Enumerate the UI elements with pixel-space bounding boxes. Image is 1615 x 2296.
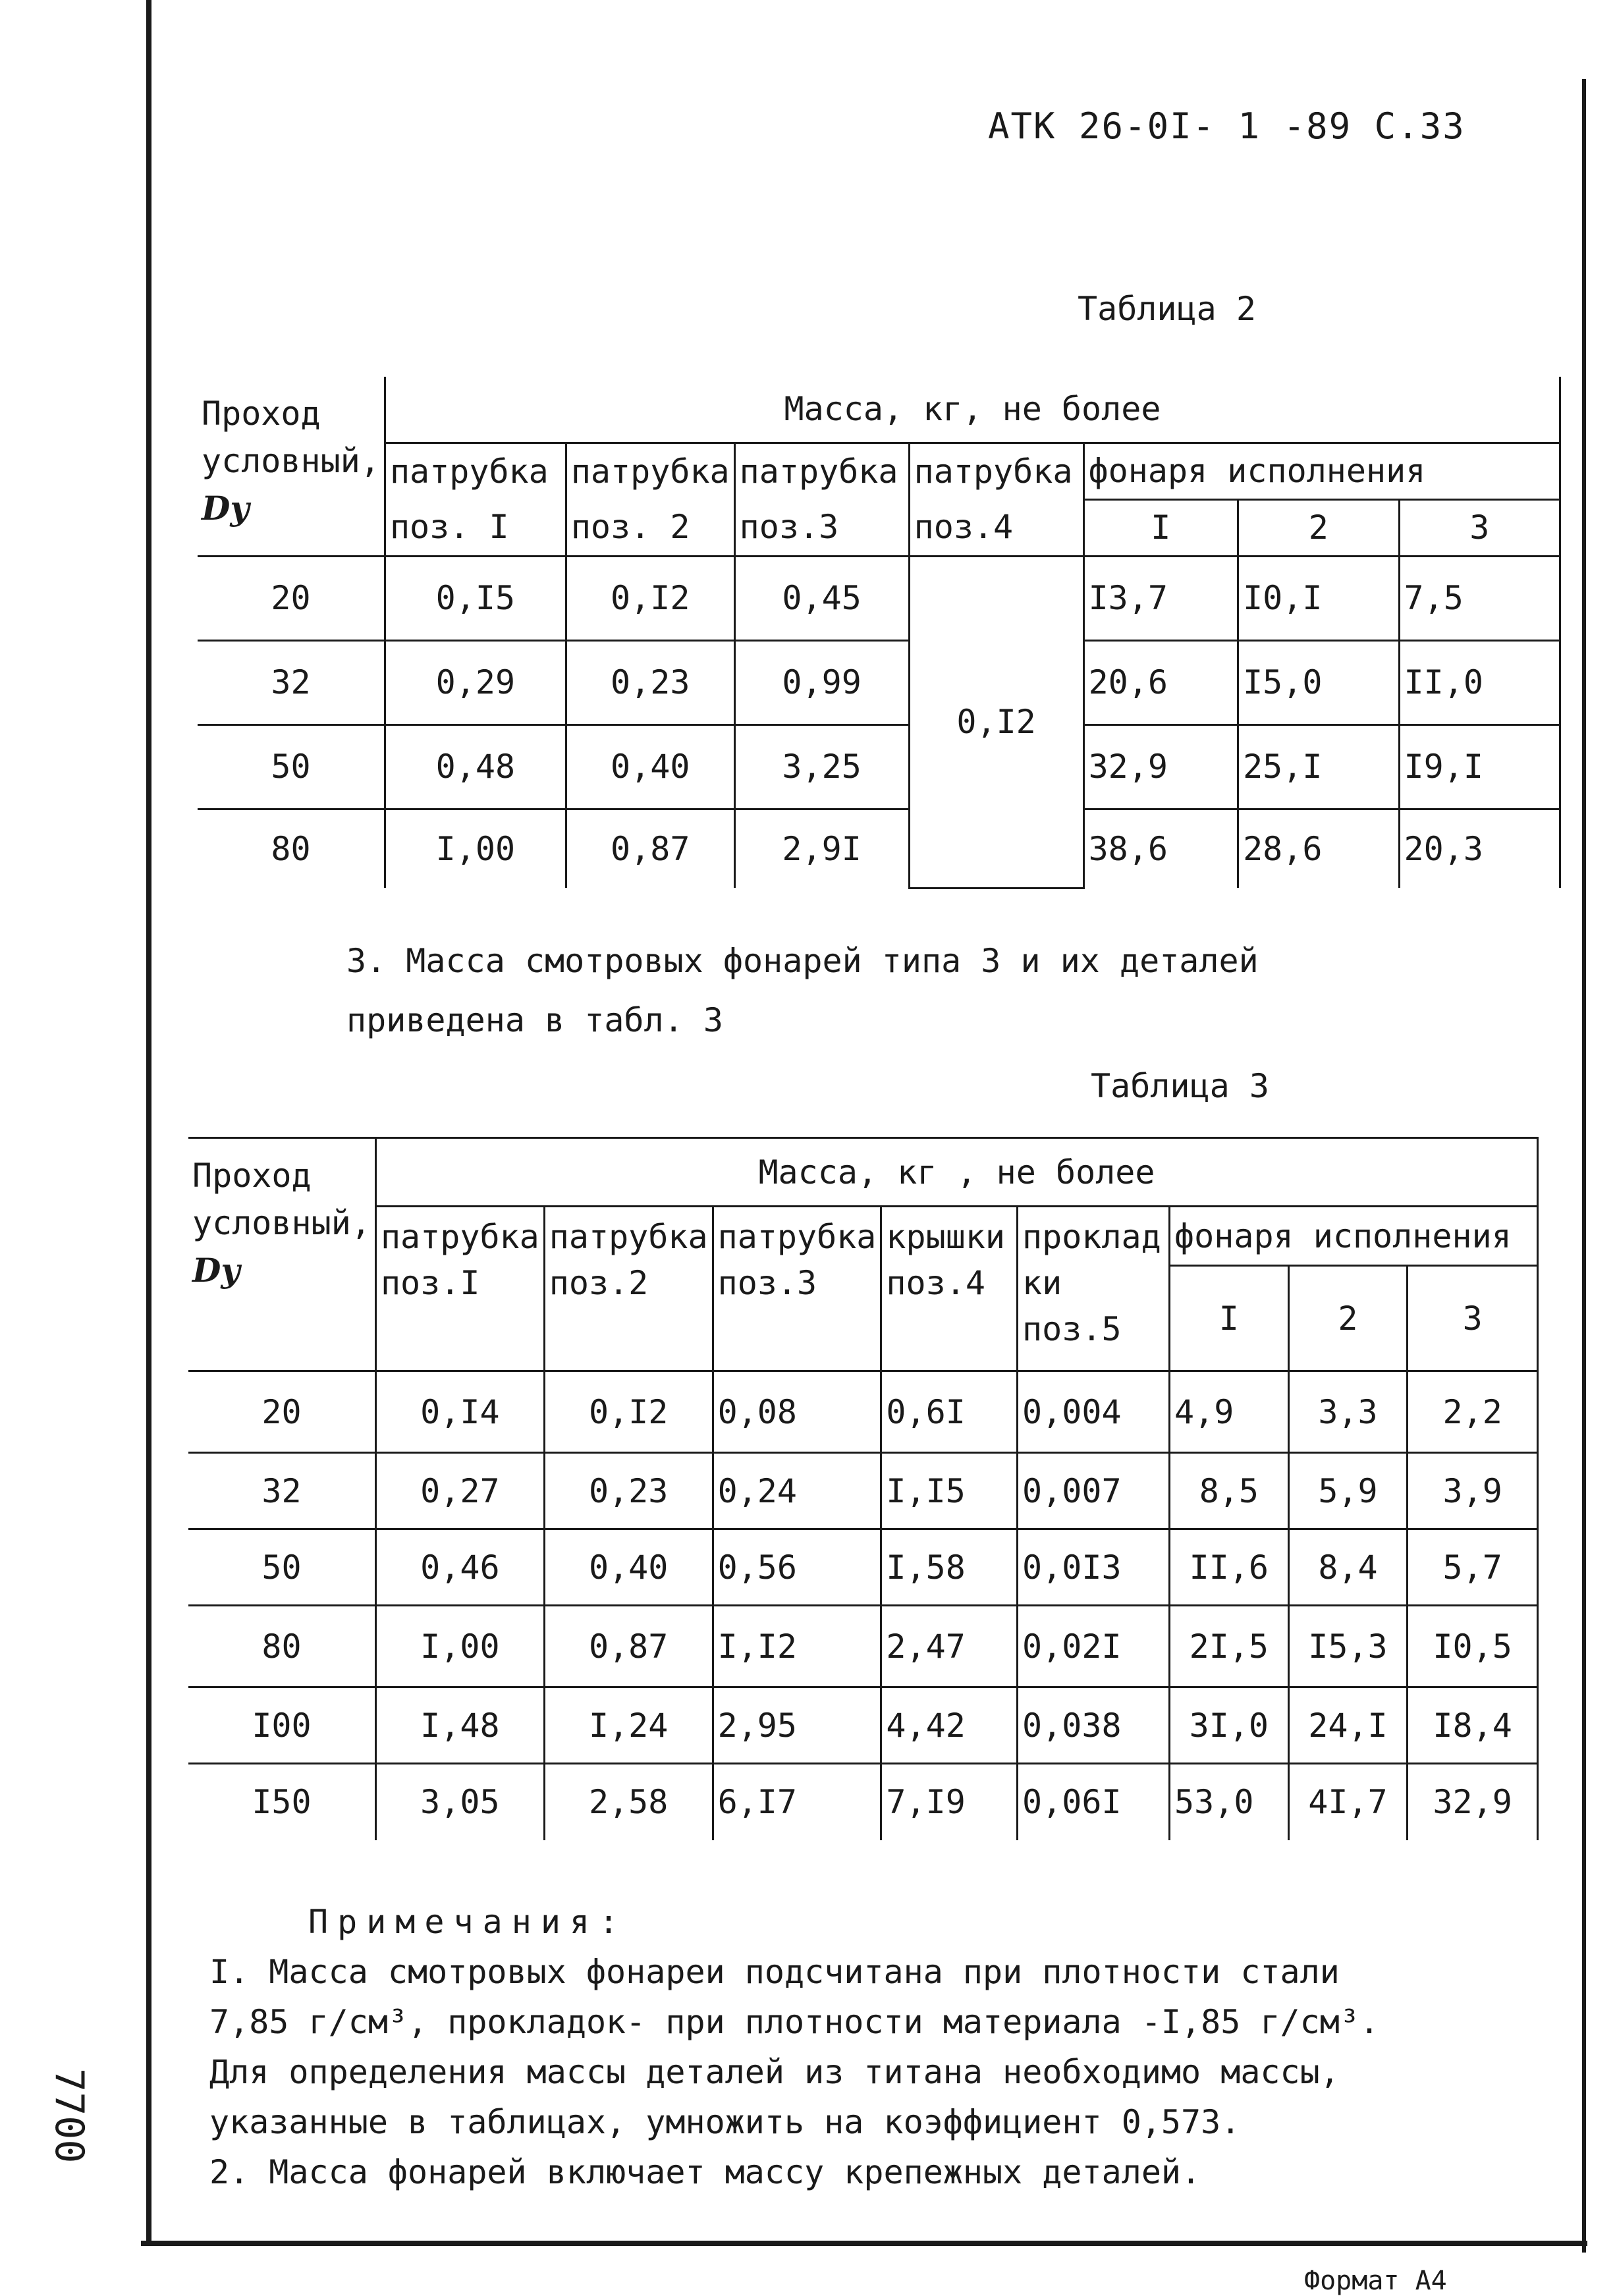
passage-label-line1: Проход [202, 395, 321, 433]
cell-dy: 20 [198, 556, 385, 640]
cell-p2: 0,40 [544, 1529, 713, 1606]
cell-p2: 0,23 [566, 640, 734, 724]
cell-pr: 0,038 [1018, 1687, 1170, 1764]
cell-f3: I0,5 [1408, 1606, 1538, 1687]
cell-p1: 0,48 [385, 724, 566, 809]
cell-pr: 0,06I [1018, 1764, 1170, 1840]
passage-header [188, 1138, 375, 1371]
col-group-p2 [566, 443, 734, 556]
table-row [188, 1687, 1538, 1764]
cell-dy: 50 [188, 1529, 375, 1606]
col-p2-top: патрубка [570, 452, 730, 491]
table2-caption: Таблица 2 [1078, 290, 1256, 328]
table-row [188, 1764, 1538, 1840]
lamp-col-1: I [1083, 499, 1238, 556]
lamp-col-2: 2 [1238, 499, 1399, 556]
cell-p1: I,48 [375, 1687, 544, 1764]
col-p3-bottom: поз.3 [739, 508, 839, 546]
cell-p2: 0,I2 [566, 556, 734, 640]
table-2 [198, 377, 1561, 889]
col-p2-top: патрубка [549, 1218, 708, 1256]
mass-header: Масса, кг, не более [385, 377, 1560, 443]
col-p2-bottom: поз. 2 [570, 508, 690, 546]
cell-p3: 0,08 [713, 1371, 881, 1453]
col-group-p2 [544, 1207, 713, 1371]
col-group-pr [1018, 1207, 1170, 1371]
table-3 [188, 1137, 1539, 1840]
lamp-header: фонаря исполнения [1170, 1207, 1538, 1266]
cell-f2: 5,9 [1288, 1453, 1408, 1529]
col-p1-bottom: поз. I [389, 508, 509, 546]
cell-p3: 2,95 [713, 1687, 881, 1764]
cell-f1: 2I,5 [1170, 1606, 1289, 1687]
cell-kr: I,I5 [881, 1453, 1018, 1529]
cell-p2: 0,23 [544, 1453, 713, 1529]
col-p1-top: патрубка [389, 452, 549, 491]
cell-p2: 2,58 [544, 1764, 713, 1840]
cell-f2: 4I,7 [1288, 1764, 1408, 1840]
notes-block [209, 1897, 1379, 2197]
cell-f3: I8,4 [1408, 1687, 1538, 1764]
table-row [188, 1529, 1538, 1606]
cell-p1: 3,05 [375, 1764, 544, 1840]
col-pr-bottom: поз.5 [1022, 1310, 1122, 1348]
cell-f3: II,0 [1399, 640, 1560, 724]
cell-f1: 53,0 [1170, 1764, 1289, 1840]
col-p1-bottom: поз.I [380, 1264, 480, 1302]
cell-p3: 0,99 [734, 640, 909, 724]
cell-p1: 0,29 [385, 640, 566, 724]
cell-f1: 32,9 [1083, 724, 1238, 809]
table-row [198, 724, 1560, 809]
cell-p1: 0,46 [375, 1529, 544, 1606]
col-kr-bottom: поз.4 [886, 1264, 985, 1302]
col-group-p3 [713, 1207, 881, 1371]
notes-title: Примечания: [308, 1903, 628, 1941]
cell-f1: 38,6 [1083, 809, 1238, 888]
cell-p1: 0,I4 [375, 1371, 544, 1453]
notes-line: указанные в таблицах, умножить на коэффициент 0,573. [209, 2103, 1241, 2141]
lamp-col-2: 2 [1288, 1266, 1408, 1371]
cell-pr: 0,007 [1018, 1453, 1170, 1529]
cell-f3: 2,2 [1408, 1371, 1538, 1453]
cell-f3: 5,7 [1408, 1529, 1538, 1606]
col-p3-top: патрубка [717, 1218, 877, 1256]
cell-p1: I,00 [385, 809, 566, 888]
cell-p2: 0,87 [544, 1606, 713, 1687]
notes-line: Для определения массы деталей из титана необходимо массы, [209, 2053, 1340, 2091]
lamp-col-1: I [1170, 1266, 1289, 1371]
format-label: Формат А4 [1304, 2266, 1447, 2296]
cell-f1: 3I,0 [1170, 1687, 1289, 1764]
cell-f3: 3,9 [1408, 1453, 1538, 1529]
cell-f2: 3,3 [1288, 1371, 1408, 1453]
lamp-header: фонаря исполнения [1083, 443, 1560, 499]
table-row [188, 1453, 1538, 1529]
frame-right-border [1582, 79, 1586, 2253]
col-p2-bottom: поз.2 [549, 1264, 649, 1302]
passage-label-dy: Dу [192, 1251, 241, 1290]
col-pr-top: проклад [1022, 1218, 1161, 1256]
cell-dy: 80 [198, 809, 385, 888]
cell-f3: I9,I [1399, 724, 1560, 809]
cell-pr: 0,0I3 [1018, 1529, 1170, 1606]
cell-kr: I,58 [881, 1529, 1018, 1606]
cell-dy: 50 [198, 724, 385, 809]
cell-f2: 25,I [1238, 724, 1399, 809]
passage-header [198, 377, 385, 556]
cell-dy: 32 [188, 1453, 375, 1529]
cell-f1: II,6 [1170, 1529, 1289, 1606]
cell-f2: I5,3 [1288, 1606, 1408, 1687]
cell-f1: 20,6 [1083, 640, 1238, 724]
notes-line: 2. Масса фонарей включает массу крепежных деталей. [209, 2153, 1201, 2191]
document-header: АТК 26-0I- 1 -89 С.33 [988, 105, 1465, 147]
table-row [198, 556, 1560, 640]
cell-f1: 4,9 [1170, 1371, 1289, 1453]
cell-f2: 8,4 [1288, 1529, 1408, 1606]
cell-dy: I00 [188, 1687, 375, 1764]
col-group-p1 [385, 443, 566, 556]
col-group-p4 [909, 443, 1083, 556]
col-group-p3 [734, 443, 909, 556]
table-row [188, 1606, 1538, 1687]
cell-kr: 2,47 [881, 1606, 1018, 1687]
cell-dy: 80 [188, 1606, 375, 1687]
cell-kr: 0,6I [881, 1371, 1018, 1453]
table-row [198, 809, 1560, 888]
cell-p1: 0,27 [375, 1453, 544, 1529]
cell-f1: 8,5 [1170, 1453, 1289, 1529]
cell-f1: I3,7 [1083, 556, 1238, 640]
cell-f2: 24,I [1288, 1687, 1408, 1764]
cell-pr: 0,02I [1018, 1606, 1170, 1687]
side-inventory-number: 7700 [46, 2068, 92, 2164]
cell-p1: 0,I5 [385, 556, 566, 640]
cell-dy: 32 [198, 640, 385, 724]
cell-pr: 0,004 [1018, 1371, 1170, 1453]
col-p3-top: патрубка [739, 452, 898, 491]
col-p4-bottom: поз.4 [914, 508, 1014, 546]
frame-left-border [146, 0, 151, 2246]
cell-dy: 20 [188, 1371, 375, 1453]
notes-line: I. Масса смотровых фонареи подсчитана при плотности стали [209, 1953, 1340, 1991]
paragraph-3-line2: приведена в табл. 3 [346, 1001, 723, 1039]
cell-p3: 0,45 [734, 556, 909, 640]
col-group-kr [881, 1207, 1018, 1371]
cell-p3: 2,9I [734, 809, 909, 888]
cell-kr: 7,I9 [881, 1764, 1018, 1840]
cell-f3: 7,5 [1399, 556, 1560, 640]
paragraph-3 [346, 931, 1259, 1050]
passage-label-line2: условный, [192, 1204, 371, 1242]
cell-kr: 4,42 [881, 1687, 1018, 1764]
col-p1-top: патрубка [380, 1218, 539, 1256]
cell-p3: I,I2 [713, 1606, 881, 1687]
col-p3-bottom: поз.3 [717, 1264, 817, 1302]
table-row [188, 1371, 1538, 1453]
col-p4-top: патрубка [914, 452, 1073, 491]
lamp-col-3: 3 [1399, 499, 1560, 556]
paragraph-3-line1: 3. Масса смотровых фонарей типа 3 и их деталей [346, 942, 1259, 980]
cell-p2: 0,I2 [544, 1371, 713, 1453]
cell-p3: 3,25 [734, 724, 909, 809]
table3-caption: Таблица 3 [1091, 1067, 1269, 1105]
frame-bottom-border [141, 2241, 1587, 2246]
cell-p3: 0,56 [713, 1529, 881, 1606]
cell-p3: 0,24 [713, 1453, 881, 1529]
passage-label-line1: Проход [192, 1157, 312, 1195]
cell-p1: I,00 [375, 1606, 544, 1687]
cell-p3: 6,I7 [713, 1764, 881, 1840]
col-pr-mid: ки [1022, 1264, 1062, 1302]
col-kr-top: крышки [886, 1218, 1006, 1256]
passage-label-dy: Dу [202, 489, 250, 528]
table-row [198, 640, 1560, 724]
lamp-col-3: 3 [1408, 1266, 1538, 1371]
mass-header: Масса, кг , не более [375, 1138, 1537, 1207]
col-group-p1 [375, 1207, 544, 1371]
cell-p4-merged: 0,I2 [909, 556, 1083, 888]
cell-f2: I5,0 [1238, 640, 1399, 724]
cell-dy: I50 [188, 1764, 375, 1840]
notes-line: 7,85 г/см³, прокладок- при плотности материала -I,85 г/см³. [209, 2003, 1380, 2041]
cell-f2: I0,I [1238, 556, 1399, 640]
cell-f3: 32,9 [1408, 1764, 1538, 1840]
cell-f3: 20,3 [1399, 809, 1560, 888]
cell-p2: 0,40 [566, 724, 734, 809]
cell-f2: 28,6 [1238, 809, 1399, 888]
passage-label-line2: условный, [202, 442, 380, 480]
cell-p2: 0,87 [566, 809, 734, 888]
cell-p2: I,24 [544, 1687, 713, 1764]
